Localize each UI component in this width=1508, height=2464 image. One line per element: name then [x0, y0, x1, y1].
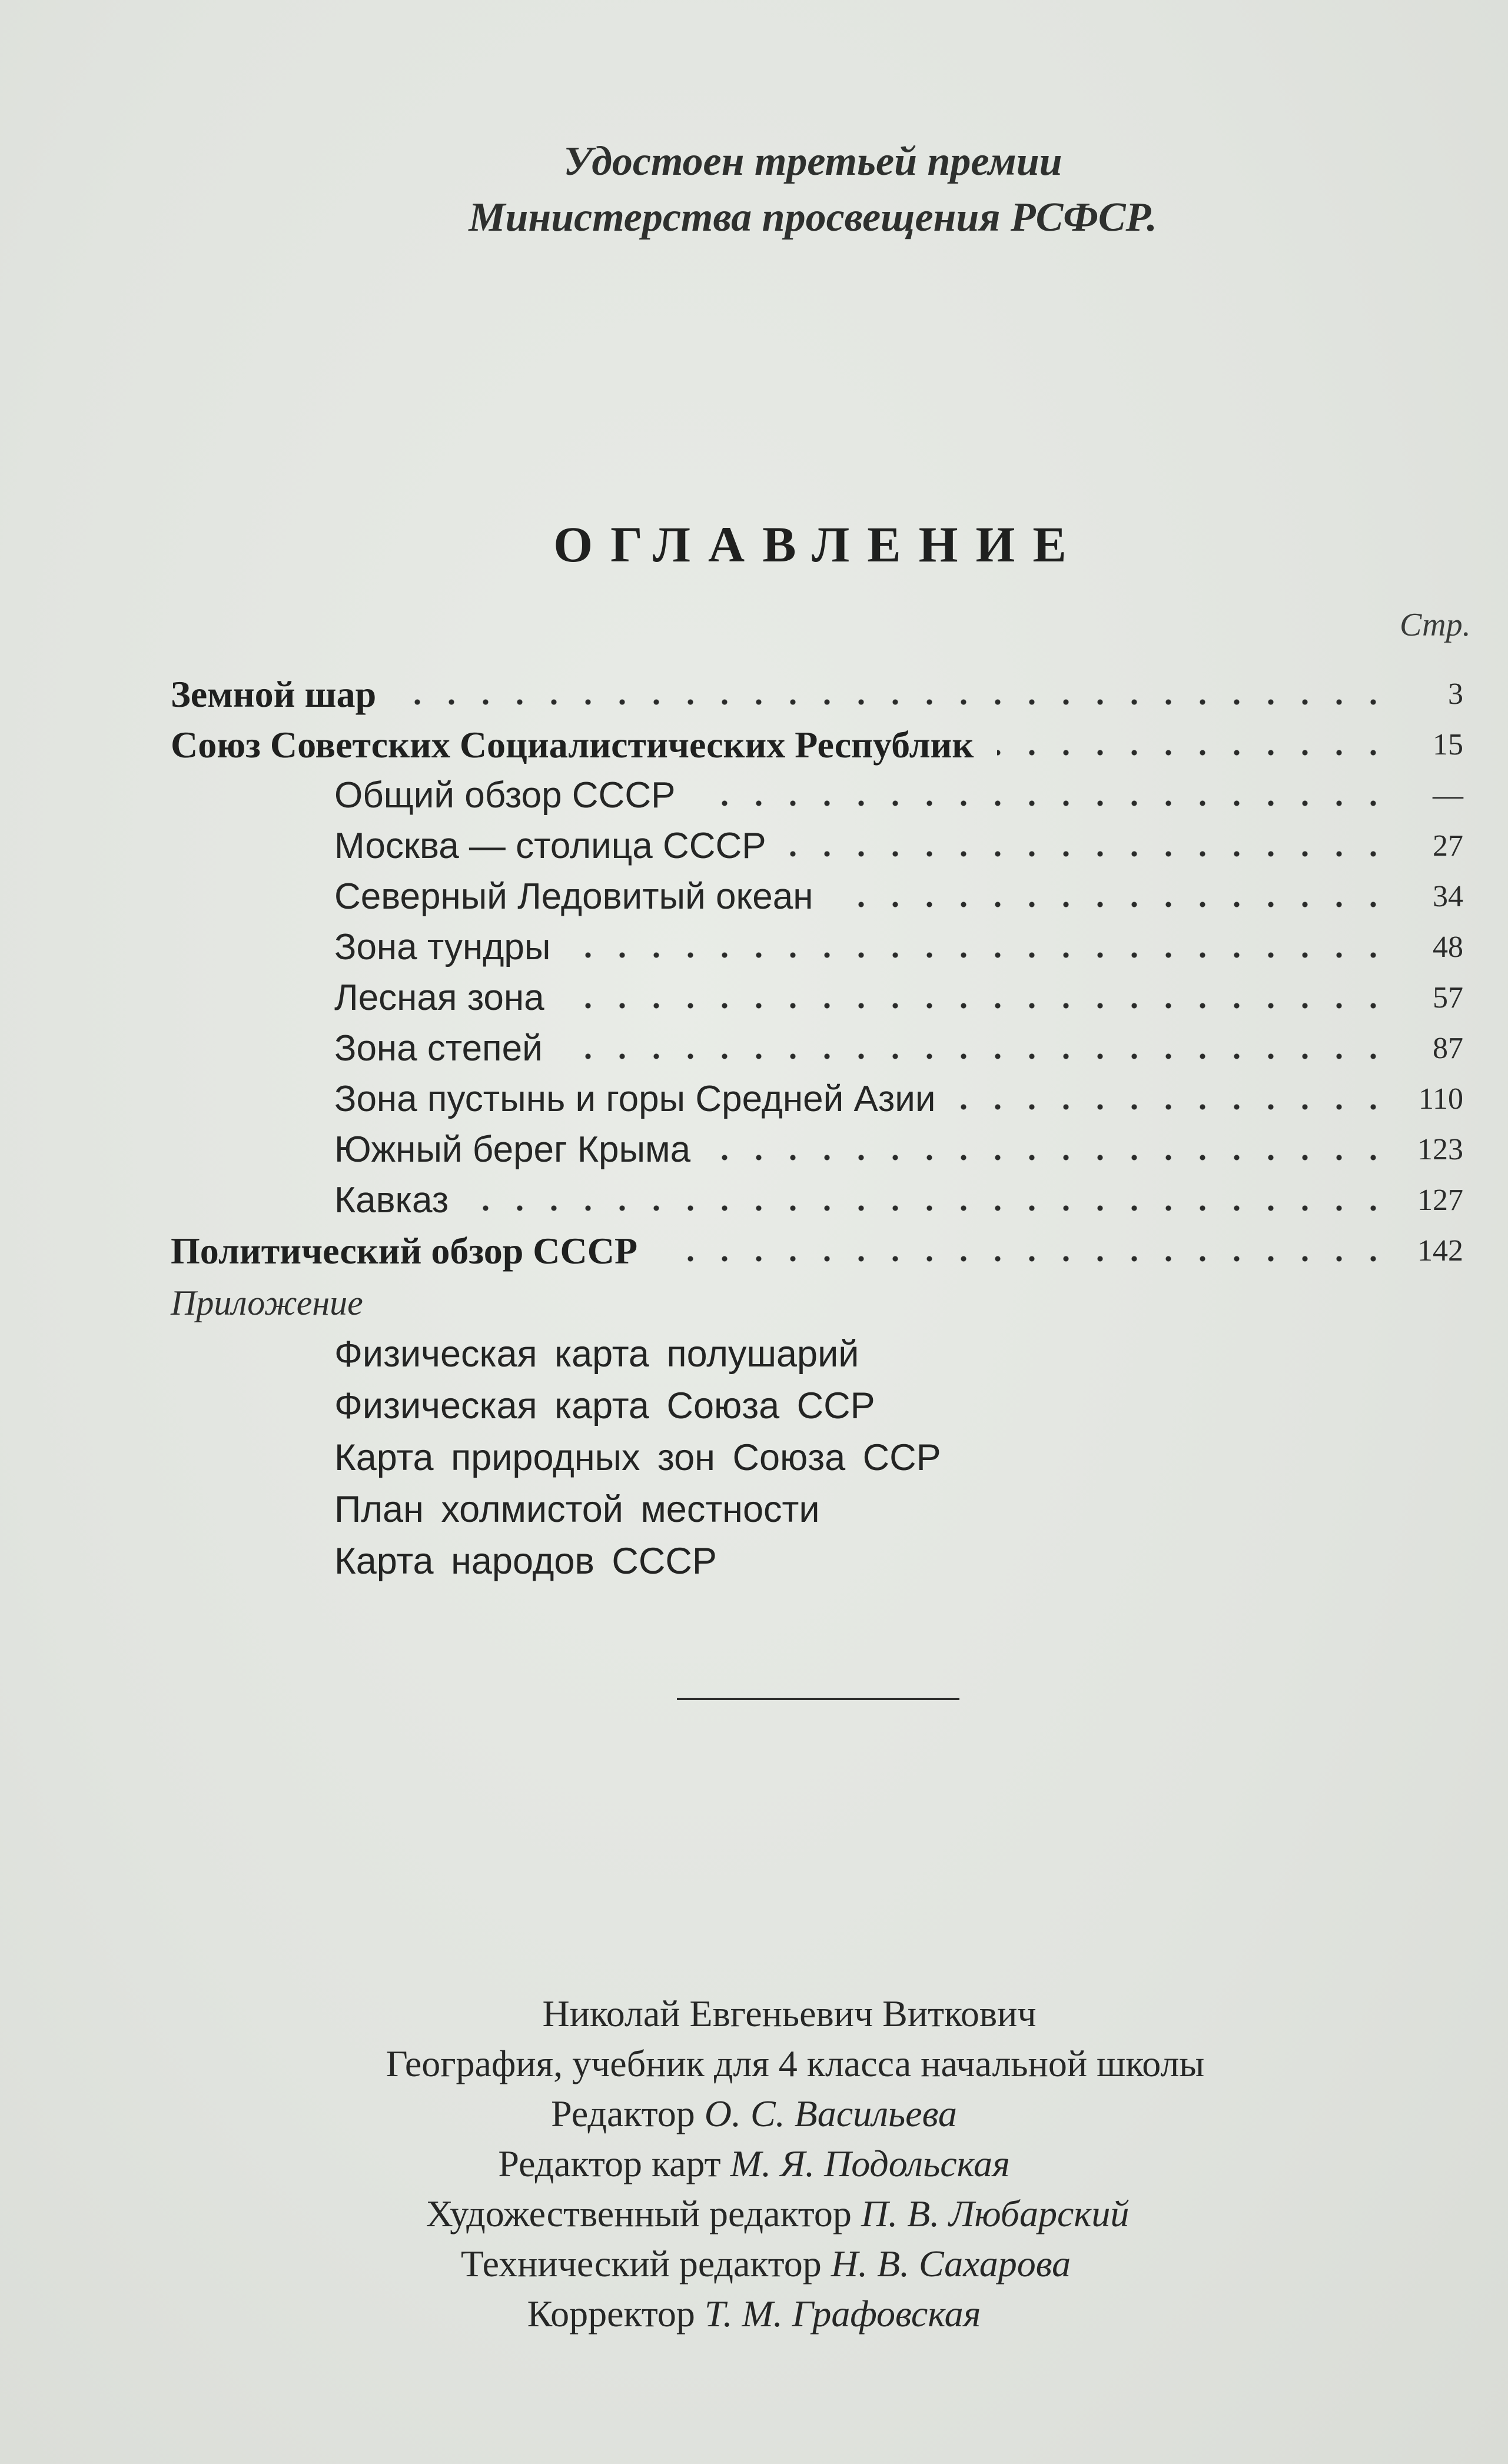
toc-dot-leader: [472, 1205, 1390, 1211]
credit-name: Н. В. Сахарова: [831, 2243, 1071, 2285]
toc-entry: [0, 1126, 1508, 1179]
award-line-1: Удостоен третьей премии: [563, 139, 1062, 184]
toc-entry-label: Зона степей: [334, 1028, 543, 1069]
colophon-credit: [0, 2142, 1508, 2186]
toc-entry-page: 34: [1433, 880, 1463, 913]
credit-role: Корректор: [527, 2293, 695, 2335]
toc-entry: [0, 1025, 1508, 1078]
appendix-item: Физическая карта полушарий: [334, 1334, 859, 1375]
toc-dot-leader: [699, 800, 1390, 806]
credit-role: Технический редактор: [460, 2243, 822, 2285]
appendix-item: Физическая карта Союза ССР: [334, 1385, 875, 1426]
toc-dot-leader: [790, 851, 1390, 857]
award-line-2: Министерства просвещения РСФСР.: [469, 195, 1157, 240]
toc-entry: [0, 823, 1508, 876]
toc-entry-label: Общий обзор СССР: [334, 775, 676, 816]
toc-dot-leader: [661, 1256, 1390, 1262]
toc-entry-page: 27: [1433, 829, 1463, 863]
toc-entry-label: Союз Советских Социалистических Республик: [171, 724, 974, 766]
toc-entry: [0, 721, 1508, 774]
toc-entry-label: Кавказ: [334, 1180, 449, 1221]
toc-entry-label: Политический обзор СССР: [171, 1230, 638, 1272]
divider-rule: [677, 1698, 959, 1700]
toc-entry-label: Северный Ледовитый океан: [334, 876, 813, 917]
toc-title: ОГЛАВЛЕНИЕ: [553, 516, 1084, 573]
toc-dot-leader: [566, 1053, 1390, 1059]
toc-dot-leader: [836, 902, 1390, 907]
toc-entry: [0, 924, 1508, 977]
page-column-header: Стр.: [1400, 607, 1471, 643]
toc-entry: [0, 1076, 1508, 1129]
credit-role: Редактор: [551, 2093, 695, 2134]
toc-entry-page: 3: [1448, 677, 1463, 711]
toc-entry-label: Зона пустынь и горы Средней Азии: [334, 1079, 936, 1119]
credit-name: Т. М. Графовская: [704, 2293, 981, 2335]
colophon-book-title: География, учебник для 4 класса начальной школы: [386, 2043, 1205, 2084]
toc-entry: [0, 873, 1508, 926]
toc-entry-label: Москва — столица СССР: [334, 826, 766, 866]
toc-entry: [0, 1177, 1508, 1230]
appendix-item: Карта народов СССР: [334, 1541, 717, 1582]
toc-entry: [0, 1228, 1508, 1281]
colophon-credit: [12, 2242, 1508, 2286]
toc-entry-page: —: [1433, 779, 1463, 812]
credit-role: Художественный редактор: [426, 2193, 852, 2234]
toc-dot-leader: [959, 1104, 1390, 1110]
toc-entry-page: 142: [1417, 1234, 1463, 1268]
toc-entry: [0, 975, 1508, 1028]
toc-entry-label: Южный берег Крыма: [334, 1129, 691, 1170]
credit-name: О. С. Васильева: [704, 2093, 957, 2134]
toc-entry-page: 110: [1418, 1082, 1463, 1116]
toc-entry-label: Лесная зона: [334, 977, 544, 1018]
toc-dot-leader: [574, 952, 1390, 958]
toc-entry: [0, 671, 1508, 724]
colophon-author: Николай Евгеньевич Виткович: [542, 1993, 1037, 2034]
colophon-credit: [0, 2092, 1508, 2136]
toc-entry-page: 127: [1417, 1183, 1463, 1217]
toc-dot-leader: [400, 699, 1390, 705]
toc-entry-page: 87: [1433, 1032, 1463, 1065]
appendix-item: План холмистой местности: [334, 1489, 820, 1530]
appendix-item: Карта природных зон Союза ССР: [334, 1437, 941, 1478]
toc-entry-label: Земной шар: [171, 673, 377, 715]
colophon-credit: [0, 2292, 1508, 2336]
toc-dot-leader: [997, 750, 1390, 756]
toc-entry-page: 123: [1417, 1133, 1463, 1166]
colophon-credit: [24, 2192, 1508, 2236]
credit-role: Редактор карт: [498, 2143, 721, 2184]
credit-name: П. В. Любарский: [861, 2193, 1130, 2234]
toc-entry-page: 15: [1433, 728, 1463, 762]
toc-entry: [0, 772, 1508, 825]
credit-name: М. Я. Подольская: [730, 2143, 1010, 2184]
toc-entry-label: Зона тундры: [334, 927, 551, 967]
toc-dot-leader: [568, 1003, 1390, 1009]
toc-entry-page: 48: [1433, 930, 1463, 964]
toc-dot-leader: [714, 1155, 1390, 1160]
appendix-label: Приложение: [171, 1283, 363, 1322]
toc-entry-page: 57: [1433, 981, 1463, 1015]
